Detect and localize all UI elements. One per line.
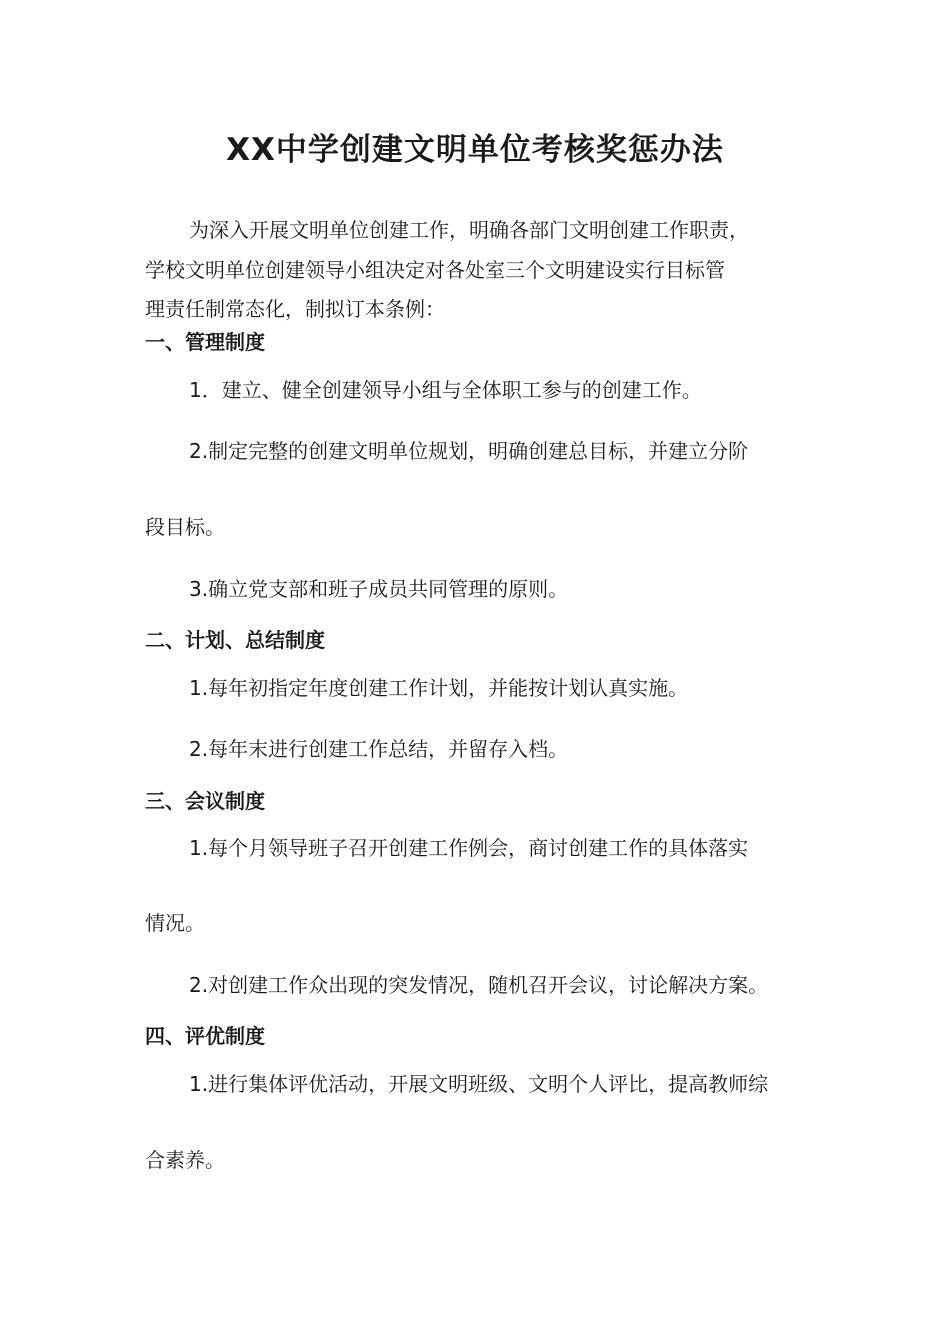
section-line: 1.每年初指定年度创建工作计划，并能按计划认真实施。 — [189, 676, 689, 700]
section-heading: 三、会议制度 — [145, 789, 265, 813]
intro-line: 理责任制常态化，制拟订本条例： — [145, 297, 445, 321]
document-title: XX中学创建文明单位考核奖惩办法 — [226, 132, 724, 168]
section-heading: 四、评优制度 — [145, 1024, 265, 1048]
section-line: 1.进行集体评优活动，开展文明班级、文明个人评比，提高教师综 — [189, 1072, 769, 1096]
section-line: 情况。 — [145, 911, 205, 935]
section-line: 1．建立、健全创建领导小组与全体职工参与的创建工作。 — [189, 378, 702, 402]
intro-line: 为深入开展文明单位创建工作，明确各部门文明创建工作职责， — [189, 218, 749, 242]
section-line: 段目标。 — [145, 515, 225, 539]
section-heading: 二、计划、总结制度 — [145, 628, 325, 652]
section-line: 3.确立党支部和班子成员共同管理的原则。 — [189, 577, 569, 601]
section-line: 2.每年末进行创建工作总结，并留存入档。 — [189, 737, 569, 761]
section-line: 2.制定完整的创建文明单位规划，明确创建总目标，并建立分阶 — [189, 439, 749, 463]
section-line: 2.对创建工作众出现的突发情况，随机召开会议，讨论解决方案。 — [189, 973, 769, 997]
intro-line: 学校文明单位创建领导小组决定对各处室三个文明建设实行目标管 — [145, 258, 725, 282]
section-line: 1.每个月领导班子召开创建工作例会，商讨创建工作的具体落实 — [189, 836, 749, 860]
section-line: 合素养。 — [145, 1148, 225, 1172]
section-heading: 一、管理制度 — [145, 330, 265, 354]
